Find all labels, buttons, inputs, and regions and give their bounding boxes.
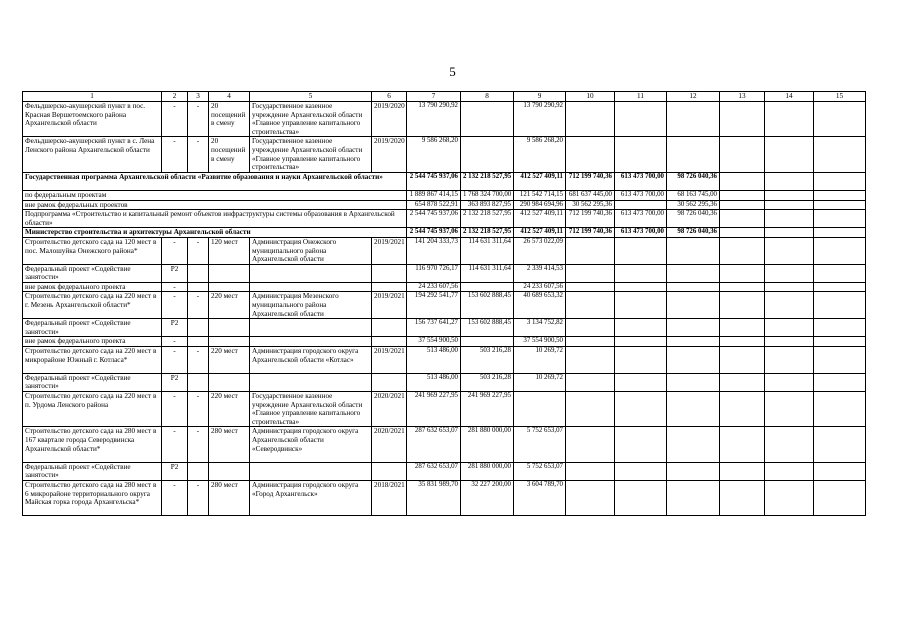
empty-cell [765, 427, 814, 462]
period-cell: 2019/2021 [372, 347, 407, 374]
column-number-row [23, 92, 866, 102]
section-title: Министерство строительства и архитектуры Архангельской области [23, 228, 407, 238]
object-name: Строительство детского сада на 280 мест в 167 квартале города Северодвинска Архангельской области* [23, 427, 162, 462]
flag-cell [188, 264, 209, 282]
empty-cell [765, 200, 814, 210]
project-code: - [162, 347, 188, 374]
object-name: Строительство детского сада на 220 мест в микрорайоне Южный г. Котласа* [23, 347, 162, 374]
table-row [23, 373, 866, 391]
capacity-cell: 220 мест [209, 292, 250, 319]
customer-cell [250, 373, 372, 391]
empty-cell [720, 392, 765, 427]
amount-cell: 513 486,00 [407, 373, 461, 391]
empty-cell [814, 347, 866, 374]
empty-cell [720, 373, 765, 391]
column-number: 3 [188, 92, 209, 102]
empty-cell [765, 481, 814, 516]
customer-cell: Администрация Онежского муниципального района Архангельской области [250, 237, 372, 264]
amount-cell: 121 542 714,15 [514, 190, 566, 200]
column-number: 5 [250, 92, 372, 102]
project-code: - [162, 392, 188, 427]
amount-cell: 2 544 745 937,06 [407, 228, 461, 238]
section-title: Государственная программа Архангельской области «Развитие образования и науки Архангельской области» [23, 172, 407, 190]
amount-cell: 153 602 888,45 [461, 319, 514, 337]
table-row [23, 292, 866, 319]
empty-cell [814, 172, 866, 190]
amount-cell: 3 134 752,82 [514, 319, 566, 337]
project-code: - [162, 137, 188, 172]
flag-cell: - [188, 481, 209, 516]
amount-cell: 13 790 290,92 [407, 102, 461, 137]
amount-cell: 281 880 000,00 [461, 462, 514, 480]
column-number: 9 [514, 92, 566, 102]
flag-cell: - [188, 392, 209, 427]
empty-cell [720, 137, 765, 172]
amount-cell: 13 790 290,92 [514, 102, 566, 137]
amount-cell: 32 227 200,00 [461, 481, 514, 516]
amount-cell [566, 137, 615, 172]
table-row [23, 319, 866, 337]
capacity-cell [209, 337, 250, 347]
empty-cell [814, 264, 866, 282]
flag-cell: - [188, 237, 209, 264]
object-name: вне рамок федерального проекта [23, 282, 162, 292]
capacity-cell: 280 мест [209, 427, 250, 462]
period-cell: 2020/2021 [372, 427, 407, 462]
empty-cell [814, 392, 866, 427]
empty-cell [814, 190, 866, 200]
customer-cell [250, 337, 372, 347]
object-name: Строительство детского сада на 280 мест в 6 микрорайоне территориального округа Майская горка города Архангельска* [23, 481, 162, 516]
amount-cell: 24 233 607,56 [514, 282, 566, 292]
empty-cell [720, 228, 765, 238]
amount-cell [615, 237, 667, 264]
amount-cell [667, 373, 720, 391]
empty-cell [720, 172, 765, 190]
amount-cell [461, 282, 514, 292]
empty-cell [765, 347, 814, 374]
capacity-cell [209, 282, 250, 292]
capacity-cell: 280 мест [209, 481, 250, 516]
amount-cell: 412 527 409,11 [514, 210, 566, 228]
amount-cell [461, 102, 514, 137]
amount-cell: 712 199 740,36 [566, 172, 615, 190]
empty-cell [720, 337, 765, 347]
empty-cell [765, 172, 814, 190]
amount-cell [615, 319, 667, 337]
amount-cell: 412 527 409,11 [514, 228, 566, 238]
amount-cell: 613 473 700,00 [615, 210, 667, 228]
empty-cell [814, 137, 866, 172]
amount-cell [667, 292, 720, 319]
empty-cell [720, 462, 765, 480]
column-number: 11 [615, 92, 667, 102]
amount-cell: 290 984 694,96 [514, 200, 566, 210]
customer-cell: Администрация городского округа Архангельской области «Северодвинск» [250, 427, 372, 462]
empty-cell [720, 319, 765, 337]
object-name: Федеральный проект «Содействие занятости» [23, 264, 162, 282]
amount-cell: 98 726 040,36 [667, 172, 720, 190]
amount-cell: 1 889 867 414,15 [407, 190, 461, 200]
amount-cell: 287 632 653,07 [407, 427, 461, 462]
column-number: 7 [407, 92, 461, 102]
amount-cell [514, 392, 566, 427]
empty-cell [720, 264, 765, 282]
amount-cell: 281 880 000,00 [461, 427, 514, 462]
amount-cell [667, 481, 720, 516]
period-cell [372, 373, 407, 391]
amount-cell: 30 562 295,36 [667, 200, 720, 210]
section-title: Подпрограмма «Строительство и капитальный ремонт объектов инфраструктуры системы образования в Архангельской области» [23, 210, 407, 228]
capacity-cell [209, 373, 250, 391]
flag-cell: - [188, 137, 209, 172]
amount-cell: 712 199 740,36 [566, 228, 615, 238]
empty-cell [765, 462, 814, 480]
empty-cell [765, 210, 814, 228]
amount-cell [615, 347, 667, 374]
amount-cell: 9 586 268,20 [514, 137, 566, 172]
table-body [23, 92, 866, 516]
project-code: - [162, 292, 188, 319]
amount-cell [461, 337, 514, 347]
amount-cell [566, 282, 615, 292]
flag-cell: - [188, 427, 209, 462]
amount-cell [615, 264, 667, 282]
amount-cell: 10 269,72 [514, 347, 566, 374]
empty-cell [720, 427, 765, 462]
amount-cell: 287 632 653,07 [407, 462, 461, 480]
project-code: - [162, 237, 188, 264]
project-code: - [162, 282, 188, 292]
table-row [23, 172, 866, 190]
amount-cell: 153 602 888,45 [461, 292, 514, 319]
column-number: 4 [209, 92, 250, 102]
capacity-cell [209, 319, 250, 337]
empty-cell [720, 210, 765, 228]
empty-cell [720, 102, 765, 137]
amount-cell [615, 200, 667, 210]
customer-cell: Государственное казенное учреждение Архангельской области «Главное управление капитального строительства» [250, 392, 372, 427]
table-row [23, 264, 866, 282]
project-code: - [162, 102, 188, 137]
empty-cell [814, 228, 866, 238]
amount-cell: 412 527 409,11 [514, 172, 566, 190]
table-row [23, 347, 866, 374]
object-name: вне рамок федерального проекта [23, 337, 162, 347]
period-cell: 2020/2021 [372, 392, 407, 427]
object-name: Строительство детского сада на 120 мест в пос. Малошуйка Онежского района* [23, 237, 162, 264]
empty-cell [765, 228, 814, 238]
amount-cell: 2 132 218 527,95 [461, 228, 514, 238]
amount-cell [615, 102, 667, 137]
customer-cell [250, 264, 372, 282]
table-row [23, 228, 866, 238]
empty-cell [720, 190, 765, 200]
empty-cell [814, 337, 866, 347]
project-code: P2 [162, 373, 188, 391]
table-row [23, 462, 866, 480]
column-number: 1 [23, 92, 162, 102]
empty-cell [720, 237, 765, 264]
table-row [23, 137, 866, 172]
period-cell: 2019/2021 [372, 292, 407, 319]
empty-cell [814, 282, 866, 292]
amount-cell [566, 392, 615, 427]
amount-cell: 2 132 218 527,95 [461, 172, 514, 190]
flag-cell: - [188, 347, 209, 374]
amount-cell: 5 752 653,07 [514, 427, 566, 462]
amount-cell [566, 102, 615, 137]
amount-cell [566, 427, 615, 462]
amount-cell [461, 137, 514, 172]
flag-cell [188, 337, 209, 347]
budget-table [22, 91, 866, 516]
customer-cell: Администрация Мезенского муниципального района Архангельской области [250, 292, 372, 319]
amount-cell [566, 481, 615, 516]
empty-cell [765, 319, 814, 337]
amount-cell [615, 427, 667, 462]
table-row [23, 481, 866, 516]
amount-cell: 116 970 726,17 [407, 264, 461, 282]
empty-cell [814, 427, 866, 462]
object-name: Федеральный проект «Содействие занятости» [23, 462, 162, 480]
amount-cell: 194 292 541,77 [407, 292, 461, 319]
customer-cell [250, 282, 372, 292]
empty-cell [765, 190, 814, 200]
amount-cell: 24 233 607,56 [407, 282, 461, 292]
customer-cell: Государственное казенное учреждение Архангельской области «Главное управление капитального строительства» [250, 137, 372, 172]
amount-cell: 681 637 445,00 [566, 190, 615, 200]
empty-cell [765, 102, 814, 137]
empty-cell [814, 373, 866, 391]
amount-cell: 156 737 641,27 [407, 319, 461, 337]
amount-cell: 2 544 745 937,06 [407, 210, 461, 228]
amount-cell [566, 337, 615, 347]
amount-cell: 26 573 022,09 [514, 237, 566, 264]
amount-cell: 241 969 227,95 [461, 392, 514, 427]
amount-cell [615, 392, 667, 427]
period-cell [372, 462, 407, 480]
amount-cell: 613 473 700,00 [615, 190, 667, 200]
period-cell: 2019/2021 [372, 237, 407, 264]
amount-cell [566, 264, 615, 282]
amount-cell: 5 752 653,07 [514, 462, 566, 480]
capacity-cell: 220 мест [209, 392, 250, 427]
table-row [23, 102, 866, 137]
flag-cell [188, 282, 209, 292]
empty-cell [720, 200, 765, 210]
period-cell [372, 337, 407, 347]
amount-cell [667, 347, 720, 374]
empty-cell [765, 392, 814, 427]
project-code: - [162, 337, 188, 347]
customer-cell: Государственное казенное учреждение Архангельской области «Главное управление капитального строительства» [250, 102, 372, 137]
amount-cell: 613 473 700,00 [615, 228, 667, 238]
capacity-cell: 120 мест [209, 237, 250, 264]
amount-cell [566, 373, 615, 391]
object-name: Фельдшерско-акушерский пункт в пос. Красная Вершетоемского района Архангельской области [23, 102, 162, 137]
empty-cell [720, 282, 765, 292]
empty-cell [814, 292, 866, 319]
customer-cell [250, 319, 372, 337]
empty-cell [765, 292, 814, 319]
amount-cell: 40 689 653,32 [514, 292, 566, 319]
customer-cell [250, 462, 372, 480]
amount-cell [615, 292, 667, 319]
section-title: по федеральным проектам [23, 190, 407, 200]
empty-cell [765, 137, 814, 172]
period-cell: 2019/2020 [372, 137, 407, 172]
table-row [23, 427, 866, 462]
amount-cell [566, 462, 615, 480]
amount-cell [667, 427, 720, 462]
empty-cell [814, 462, 866, 480]
amount-cell: 35 831 989,70 [407, 481, 461, 516]
empty-cell [765, 282, 814, 292]
amount-cell [615, 282, 667, 292]
capacity-cell: 20 посещений в смену [209, 102, 250, 137]
project-code: P2 [162, 462, 188, 480]
amount-cell [667, 392, 720, 427]
empty-cell [720, 481, 765, 516]
empty-cell [765, 264, 814, 282]
amount-cell: 363 893 827,95 [461, 200, 514, 210]
empty-cell [720, 347, 765, 374]
amount-cell [615, 337, 667, 347]
amount-cell: 503 216,28 [461, 347, 514, 374]
capacity-cell: 220 мест [209, 347, 250, 374]
empty-cell [720, 292, 765, 319]
column-number: 8 [461, 92, 514, 102]
column-number: 14 [765, 92, 814, 102]
table-row [23, 190, 866, 200]
table-row [23, 200, 866, 210]
section-title: вне рамок федеральных проектов [23, 200, 407, 210]
amount-cell: 114 631 311,64 [461, 264, 514, 282]
empty-cell [814, 210, 866, 228]
customer-cell: Администрация городского округа «Город Архангельск» [250, 481, 372, 516]
amount-cell: 98 726 040,36 [667, 228, 720, 238]
amount-cell [667, 319, 720, 337]
amount-cell [615, 481, 667, 516]
amount-cell: 10 269,72 [514, 373, 566, 391]
object-name: Строительство детского сада на 220 мест в п. Урдома Ленского района [23, 392, 162, 427]
column-number: 2 [162, 92, 188, 102]
amount-cell: 654 878 522,91 [407, 200, 461, 210]
period-cell [372, 282, 407, 292]
amount-cell [667, 237, 720, 264]
period-cell [372, 264, 407, 282]
amount-cell [615, 462, 667, 480]
flag-cell [188, 319, 209, 337]
empty-cell [814, 237, 866, 264]
amount-cell [667, 462, 720, 480]
amount-cell [566, 237, 615, 264]
amount-cell [615, 137, 667, 172]
amount-cell: 98 726 040,36 [667, 210, 720, 228]
object-name: Федеральный проект «Содействие занятости» [23, 373, 162, 391]
flag-cell [188, 373, 209, 391]
flag-cell [188, 462, 209, 480]
amount-cell: 1 768 324 700,00 [461, 190, 514, 200]
amount-cell [615, 373, 667, 391]
empty-cell [765, 337, 814, 347]
page-number: 5 [449, 64, 456, 79]
amount-cell: 9 586 268,20 [407, 137, 461, 172]
amount-cell: 613 473 700,00 [615, 172, 667, 190]
amount-cell: 141 204 333,73 [407, 237, 461, 264]
amount-cell [667, 137, 720, 172]
amount-cell: 712 199 740,36 [566, 210, 615, 228]
amount-cell: 2 132 218 527,95 [461, 210, 514, 228]
table-row [23, 282, 866, 292]
period-cell [372, 319, 407, 337]
table-row [23, 237, 866, 264]
amount-cell [566, 292, 615, 319]
column-number: 12 [667, 92, 720, 102]
customer-cell: Администрация городского округа Архангельской области «Котлас» [250, 347, 372, 374]
table-row [23, 337, 866, 347]
flag-cell: - [188, 292, 209, 319]
empty-cell [814, 102, 866, 137]
empty-cell [814, 200, 866, 210]
column-number: 15 [814, 92, 866, 102]
empty-cell [765, 373, 814, 391]
project-code: - [162, 481, 188, 516]
amount-cell: 3 604 789,70 [514, 481, 566, 516]
amount-cell: 2 339 414,53 [514, 264, 566, 282]
amount-cell [667, 102, 720, 137]
object-name: Федеральный проект «Содействие занятости» [23, 319, 162, 337]
empty-cell [814, 319, 866, 337]
amount-cell [667, 337, 720, 347]
capacity-cell: 20 посещений в смену [209, 137, 250, 172]
amount-cell: 30 562 295,36 [566, 200, 615, 210]
flag-cell: - [188, 102, 209, 137]
amount-cell [667, 282, 720, 292]
amount-cell: 114 631 311,64 [461, 237, 514, 264]
period-cell: 2018/2021 [372, 481, 407, 516]
capacity-cell [209, 264, 250, 282]
amount-cell: 2 544 745 937,06 [407, 172, 461, 190]
period-cell: 2019/2020 [372, 102, 407, 137]
amount-cell [566, 347, 615, 374]
column-number: 10 [566, 92, 615, 102]
amount-cell: 37 554 900,50 [514, 337, 566, 347]
amount-cell [667, 264, 720, 282]
empty-cell [814, 481, 866, 516]
amount-cell [566, 319, 615, 337]
object-name: Фельдшерско-акушерский пункт в с. Лена Ленского района Архангельской области [23, 137, 162, 172]
empty-cell [765, 237, 814, 264]
table-row [23, 210, 866, 228]
project-code: - [162, 427, 188, 462]
capacity-cell [209, 462, 250, 480]
project-code: P2 [162, 319, 188, 337]
object-name: Строительство детского сада на 220 мест в г. Мезень Архангельской области* [23, 292, 162, 319]
amount-cell: 37 554 900,50 [407, 337, 461, 347]
column-number: 6 [372, 92, 407, 102]
table-row [23, 392, 866, 427]
amount-cell: 241 969 227,95 [407, 392, 461, 427]
column-number: 13 [720, 92, 765, 102]
amount-cell: 513 486,00 [407, 347, 461, 374]
amount-cell: 503 216,28 [461, 373, 514, 391]
project-code: P2 [162, 264, 188, 282]
amount-cell: 68 163 745,00 [667, 190, 720, 200]
